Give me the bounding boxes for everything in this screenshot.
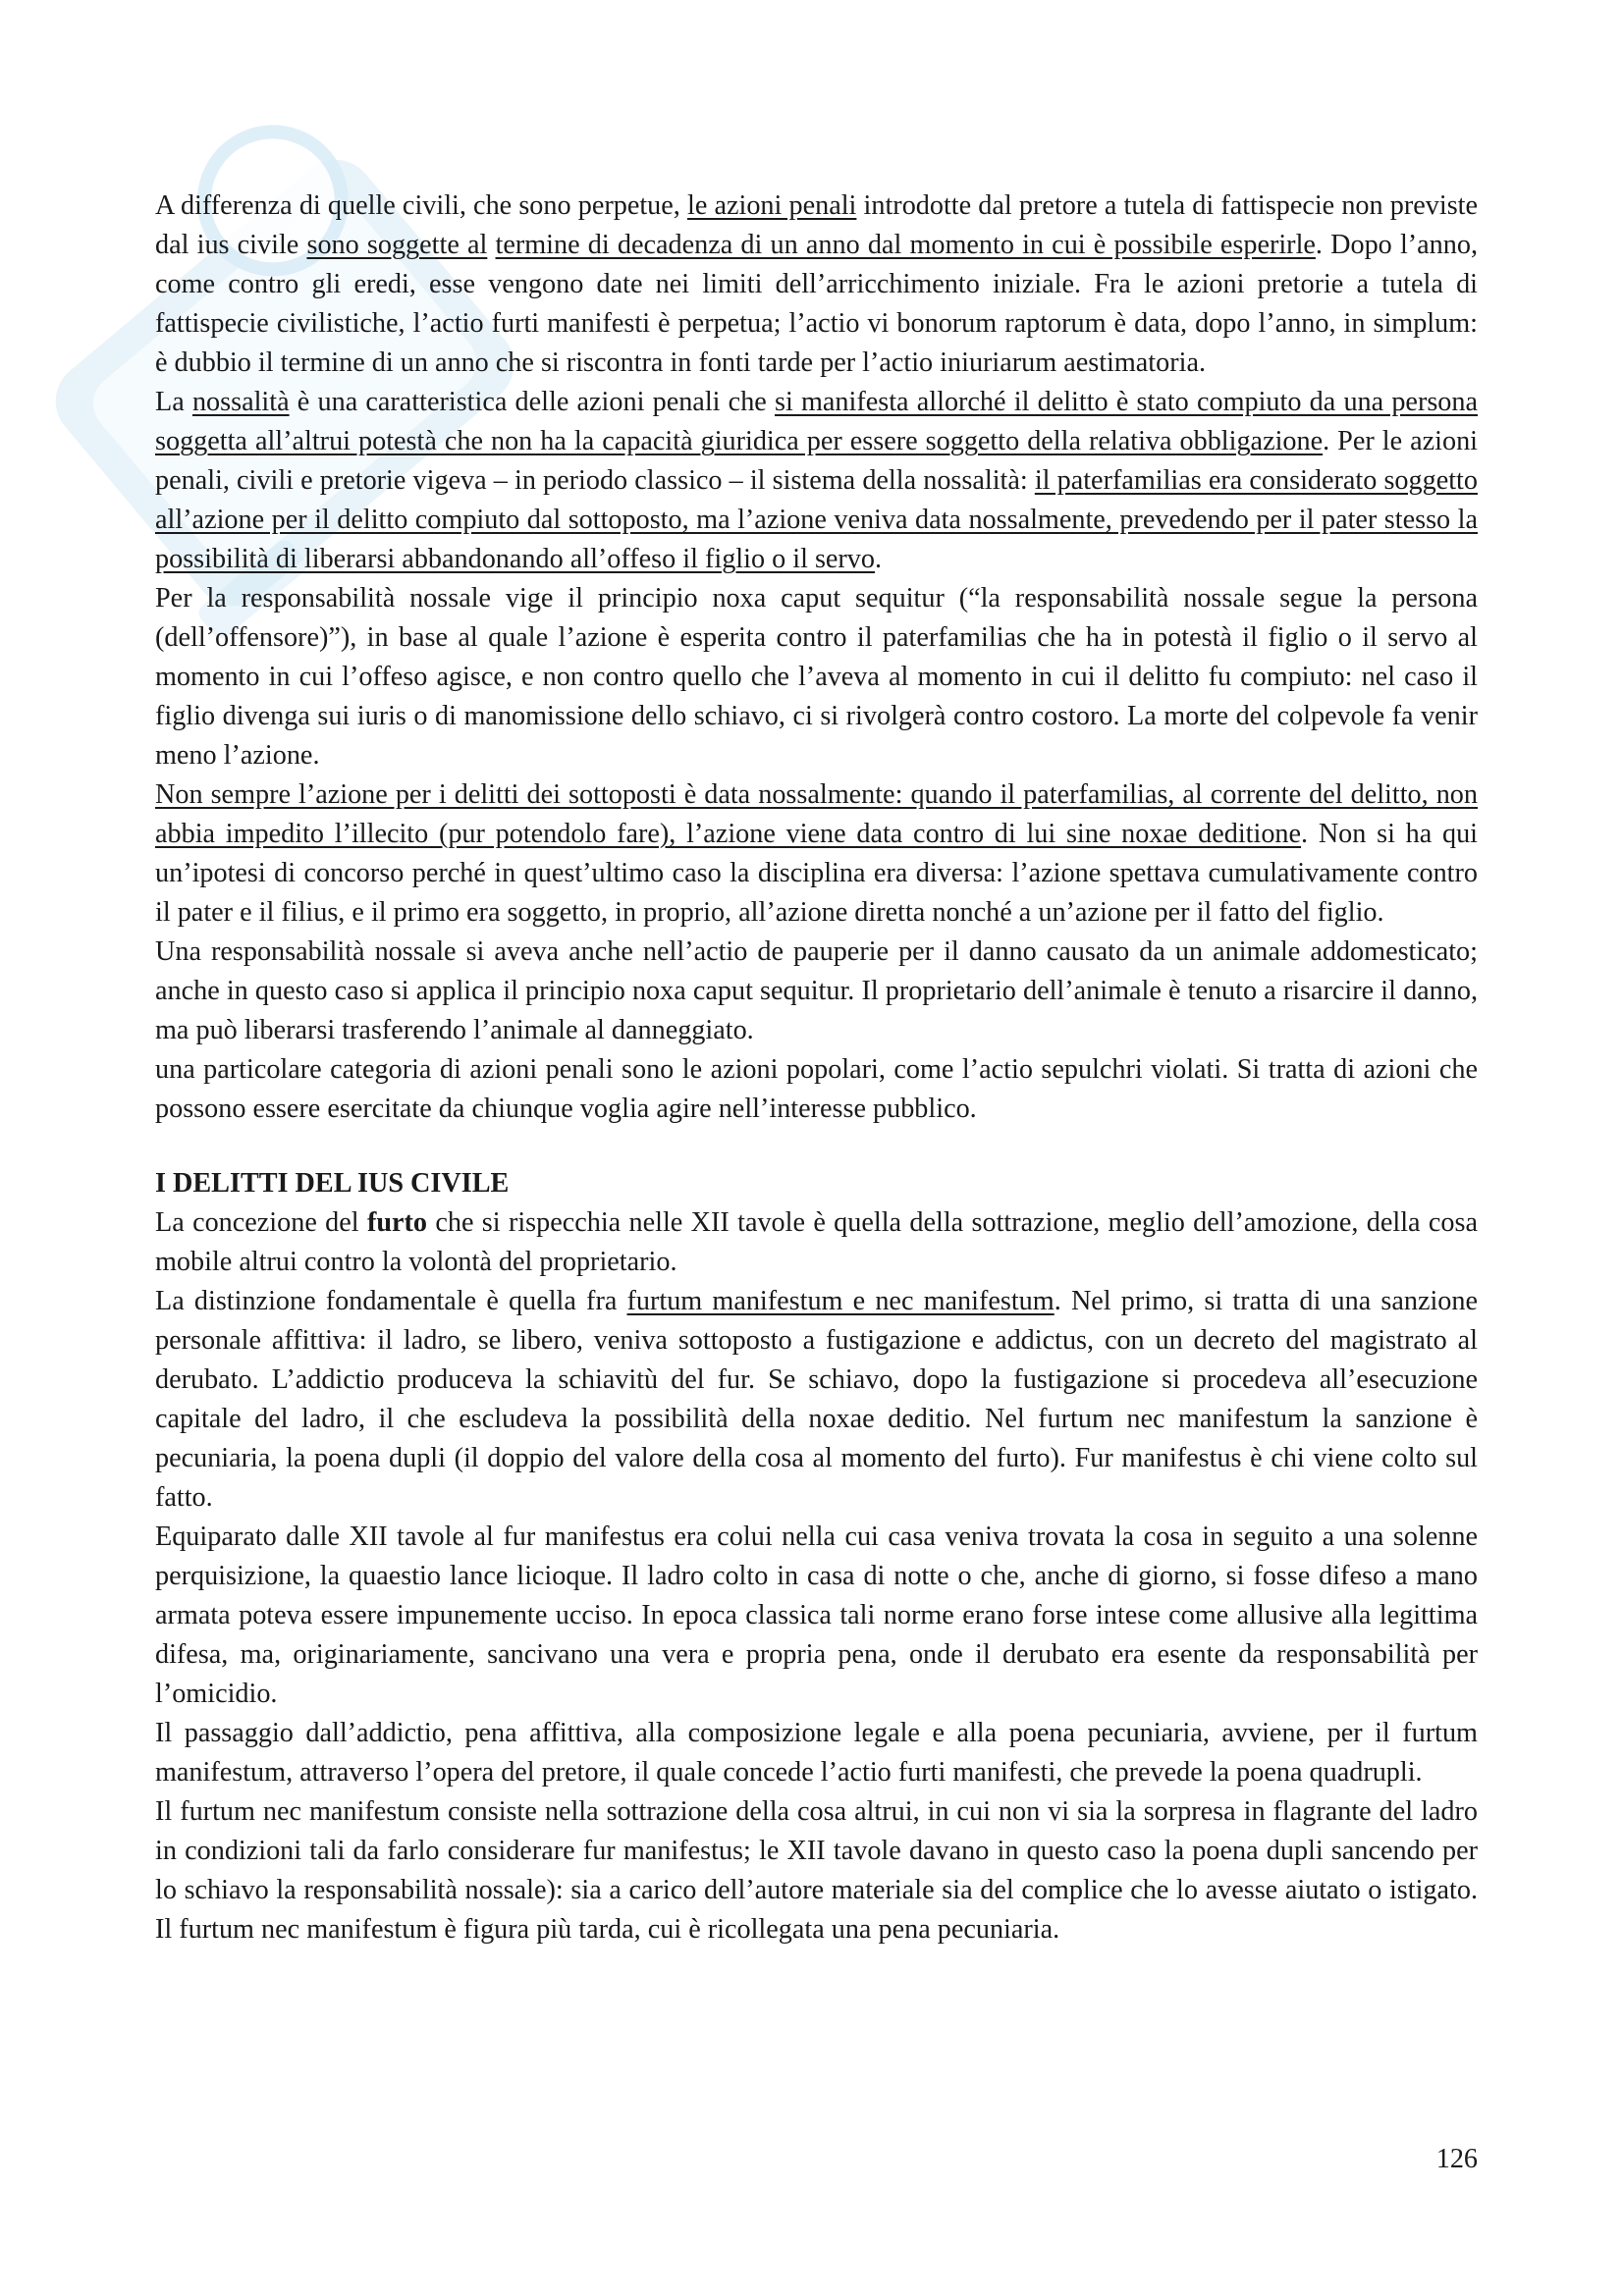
text-run: La distinzione fondamentale è quella fra [155, 1286, 627, 1316]
text-run: . Nel primo, si tratta di una sanzione personale affittiva: il ladro, se libero, veniva sottoposto a fustigazione e addictus, con un decreto del magistrato al derubato. L’addictio produceva la schiavitù del fur. Se schiavo, dopo la fustigazione si procedeva all’esecuzione capitale del ladro, il che escludeva la possibilità della noxae deditio. Nel furtum nec manifestum la sanzione è pecuniaria, la poena dupli (il doppio del valore della cosa al momento del furto). Fur manifestus è chi viene colto sul fatto. [155, 1286, 1478, 1513]
paragraph-azioni-popolari: una particolare categoria di azioni penali sono le azioni popolari, come l’actio sepulchri violati. Si tratta di azioni che possono essere esercitate da chiunque voglia agire nell’interesse pubblico. [155, 1054, 1478, 1124]
text-run: che si rispecchia nelle XII tavole è quella della sottrazione, meglio dell’amozione, della cosa mobile altrui contro la volontà del proprietario. [155, 1207, 1478, 1277]
text-run: è una caratteristica delle azioni penali che [289, 387, 775, 417]
document-body [155, 187, 1478, 1949]
paragraph-noxa-caput: Per la responsabilità nossale vige il principio noxa caput sequitur (“la responsabilità nossale segue la persona (dell’offensore)”), in base al quale l’azione è esperita contro il paterfamilias che ha in potestà il figlio o il servo al momento in cui l’offeso agisce, e non contro quello che l’aveva al momento in cui il delitto fu compiuto: nel caso il figlio divenga sui iuris o di manomissione dello schiavo, ci si rivolgerà contro costoro. La morte del colpevole fa venir meno l’azione. [155, 583, 1478, 771]
underlined-text: termine di decadenza di un anno dal momento in cui è possibile esperirle [495, 230, 1316, 260]
underlined-text: si manifesta allorché il delitto è stato compiuto da una persona soggetta all’altrui potestà che non ha la capacità giuridica per essere soggetto della relativa obbligazione [155, 387, 1478, 456]
paragraph-nossalita [155, 383, 1478, 579]
text-run: introdotte dal pretore a tutela di fattispecie non previste dal ius civile [155, 190, 1479, 260]
bold-text: furto [366, 1207, 428, 1238]
underlined-text: le azioni penali [686, 190, 857, 221]
underlined-text: Non sempre l’azione per i delitti dei sottoposti è data nossalmente: quando il paterfamilias, al corrente del delitto, non abbia impedito l’illecito (pur potendolo fare), l’azione viene data contro di lui sine noxae deditione [155, 779, 1478, 849]
paragraph-pauperie: Una responsabilità nossale si aveva anche nell’actio de pauperie per il danno causato da un animale addomesticato; anche in questo caso si applica il principio noxa caput sequitur. Il proprietario dell’animale è tenuto a risarcire il danno, ma può liberarsi trasferendo l’animale al danneggiato. [155, 936, 1478, 1045]
section-gap [155, 1129, 1478, 1164]
text-run: . Non si ha qui un’ipotesi di concorso perché in quest’ultimo caso la disciplina era diversa: l’azione spettava cumulativamente contro il pater e il filius, e il primo era soggetto, in proprio, all’azione diretta nonché a un’azione per il fatto del figlio. [155, 819, 1479, 928]
text-run: . Dopo l’anno, come contro gli eredi, esse vengono date nei limiti dell’arricchimento iniziale. Fra le azioni pretorie a tutela di fattispecie civilistiche, l’actio furti manifesti è perpetua; l’actio vi bonorum raptorum è data, dopo l’anno, in simplum: è dubbio il termine di un anno che si riscontra in fonti tarde per l’actio iniuriarum aestimatoria. [155, 230, 1479, 378]
text-run: La [155, 387, 192, 417]
underlined-text: sono soggette al [306, 230, 488, 260]
underlined-text: il paterfamilias era considerato soggetto all’azione per il delitto compiuto dal sottoposto, ma l’azione veniva data nossalmente, prevedendo per il pater stesso la possibilità di liberarsi abbandonando all’offeso il figlio o il servo [155, 465, 1478, 574]
text-run: A differenza di quelle civili, che sono perpetue, [155, 190, 687, 221]
underlined-text: nossalità [191, 387, 290, 417]
paragraph-azioni-penali [155, 187, 1478, 383]
text-run [487, 230, 495, 260]
underlined-text: furtum manifestum e nec manifestum [626, 1286, 1055, 1316]
section-heading: I DELITTI DEL IUS CIVILE [155, 1168, 510, 1199]
text-run: . [875, 544, 883, 574]
paragraph-quaestio-lance: Equiparato dalle XII tavole al fur manifestus era colui nella cui casa veniva trovata la cosa in seguito a una solenne perquisizione, la quaestio lance licioque. Il ladro colto in casa di notte o che, anche di giorno, si fosse difeso a mano armata poteva essere impunemente ucciso. In epoca classica tali norme erano forse intese come allusive alla legittima difesa, ma, originariamente, sancivano una vera e propria pena, onde il derubato era esente da responsabilità per l’omicidio. [155, 1522, 1478, 1709]
text-run: La concezione del [155, 1207, 367, 1238]
page-number: 126 [1435, 2144, 1478, 2174]
paragraph-furtum-manifestum [155, 1282, 1478, 1518]
paragraph-addictio: Il passaggio dall’addictio, pena affittiva, alla composizione legale e alla poena pecuniaria, avviene, per il furtum manifestum, attraverso l’opera del pretore, il quale concede l’actio furti manifesti, che prevede la poena quadrupli. [155, 1718, 1478, 1788]
text-run: . Per le azioni penali, civili e pretorie vigeva – in periodo classico – il sistema della nossalità: [155, 426, 1479, 496]
paragraph-nec-manifestum: Il furtum nec manifestum consiste nella sottrazione della cosa altrui, in cui non vi sia la sorpresa in flagrante del ladro in condizioni tali da farlo considerare fur manifestus; le XII tavole davano in questo caso la poena dupli sancendo per lo schiavo la responsabilità nossale): sia a carico dell’autore materiale sia del complice che lo avesse aiutato o istigato. Il furtum nec manifestum è figura più tarda, cui è ricollegata una pena pecuniaria. [155, 1796, 1478, 1945]
paragraph-furto [155, 1203, 1478, 1282]
paragraph-sine-noxae [155, 775, 1478, 933]
